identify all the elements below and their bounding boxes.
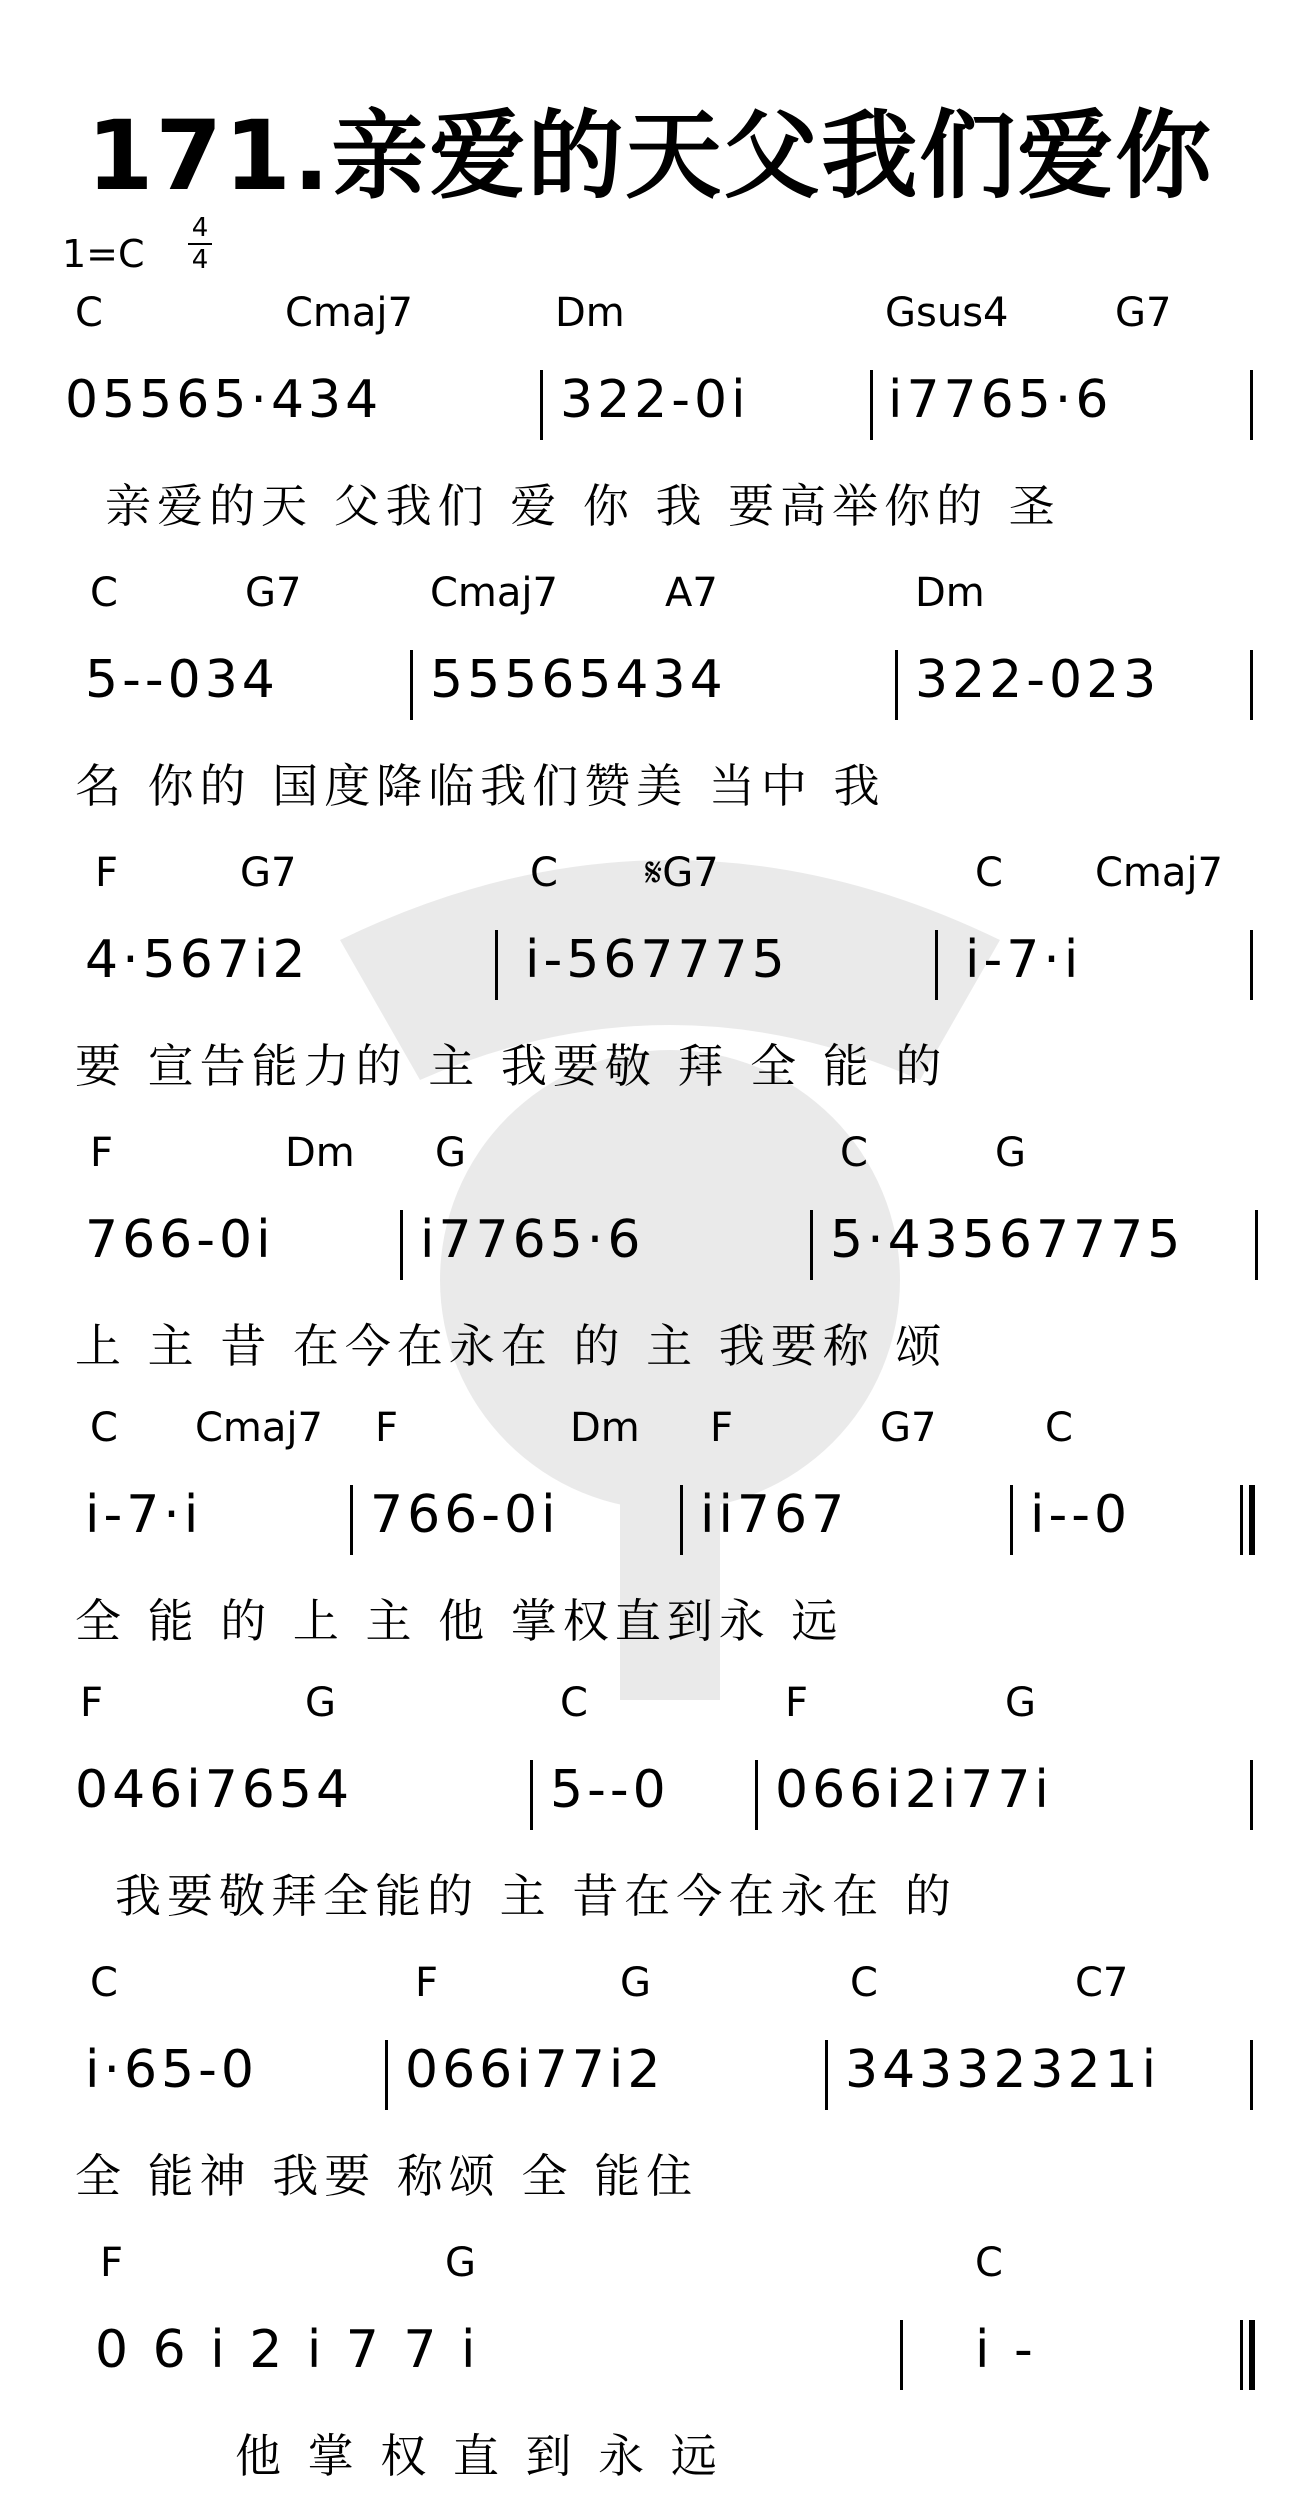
chord: F (90, 1130, 114, 1176)
chord: Gsus4 (885, 290, 1009, 336)
barline (1250, 1760, 1253, 1830)
barline (385, 2040, 388, 2110)
chord: A7 (665, 570, 718, 616)
barline (1250, 650, 1253, 720)
measure-notes: i-7·i (965, 930, 1083, 990)
measure-notes: 4·567i2 (85, 930, 310, 990)
chord: C (560, 1680, 588, 1726)
chord: Cmaj7 (430, 570, 558, 616)
measure-notes: 766-0i (85, 1210, 275, 1270)
barline (755, 1760, 758, 1830)
chord: C7 (1075, 1960, 1129, 2006)
chord: G7 (245, 570, 302, 616)
chord: C (975, 850, 1003, 896)
chord: C (90, 1405, 118, 1451)
barline (410, 650, 413, 720)
chord: Cmaj7 (1095, 850, 1223, 896)
final-barline (1240, 2320, 1253, 2390)
chord: C (90, 570, 118, 616)
measure-notes: i - (975, 2320, 1037, 2380)
chord: F (100, 2240, 124, 2286)
lyric-line: 他 掌 权 直 到 永 远 (235, 2429, 723, 2483)
chord: C (975, 2240, 1003, 2286)
measure-notes: i--0 (1030, 1485, 1132, 1545)
measure-notes: 5--034 (85, 650, 279, 710)
measure-notes: 046i7654 (75, 1760, 354, 1820)
barline (1010, 1485, 1013, 1555)
chord: F (80, 1680, 104, 1726)
chord: C (840, 1130, 868, 1176)
barline (895, 650, 898, 720)
barline (1250, 2040, 1253, 2110)
chord: Dm (570, 1405, 640, 1451)
measure-notes: 322-023 (915, 650, 1161, 710)
barline (935, 930, 938, 1000)
chord: G7 (240, 850, 297, 896)
chord: C (75, 290, 103, 336)
chord: C (1045, 1405, 1073, 1451)
chord: G (995, 1130, 1026, 1176)
barline (1255, 1210, 1258, 1280)
lyric-line: 全 能神 我要 称颂 全 能住 (75, 2149, 699, 2203)
measure-notes: ii767 (700, 1485, 849, 1545)
meter-bottom: 4 (191, 245, 209, 275)
chord: C (90, 1960, 118, 2006)
barline (400, 1210, 403, 1280)
barline (530, 1760, 533, 1830)
barline (350, 1485, 353, 1555)
barline (680, 1485, 683, 1555)
measure-notes: 0 6 i 2 i 7 7 i (95, 2320, 480, 2380)
page-title: 171.亲爱的天父我们爱你 (86, 100, 1214, 212)
barline (1250, 930, 1253, 1000)
lyric-line: 上 主 昔 在今在永在 的 主 我要称 颂 (75, 1319, 948, 1373)
key-signature: 1=C (62, 232, 145, 276)
measure-notes: i-567775 (525, 930, 789, 990)
barline (900, 2320, 903, 2390)
time-signature (188, 214, 212, 274)
lyric-line: 要 宣告能力的 主 我要敬 拜 全 能 的 (75, 1039, 948, 1093)
lyric-line: 全 能 的 上 主 他 掌权直到永 远 (75, 1594, 844, 1648)
chord: C (850, 1960, 878, 2006)
measure-notes: i-7·i (85, 1485, 203, 1545)
barline (1250, 370, 1253, 440)
lyric-line: 名 你的 国度降临我们赞美 当中 我 (75, 759, 886, 813)
chord: F (375, 1405, 399, 1451)
chord: C (530, 850, 558, 896)
measure-notes: 066i2i77i (775, 1760, 1053, 1820)
chord: F (415, 1960, 439, 2006)
lyric-line: 我要敬拜全能的 主 昔在今在永在 的 (115, 1869, 957, 1923)
chord: F (710, 1405, 734, 1451)
chord: Cmaj7 (285, 290, 413, 336)
chord: G7 (1115, 290, 1172, 336)
measure-notes: i7765·6 (420, 1210, 645, 1270)
chord: Cmaj7 (195, 1405, 323, 1451)
chord: G (445, 2240, 476, 2286)
measure-notes: 5--0 (550, 1760, 670, 1820)
measure-notes: i7765·6 (888, 370, 1113, 430)
barline (810, 1210, 813, 1280)
measure-notes: 066i77i2 (405, 2040, 665, 2100)
chord: G (305, 1680, 336, 1726)
chord: Dm (285, 1130, 355, 1176)
measure-notes: 322-0i (560, 370, 750, 430)
measure-notes: 766-0i (370, 1485, 560, 1545)
final-barline (1240, 1485, 1253, 1555)
chord: G7 (880, 1405, 937, 1451)
chord: G (620, 1960, 651, 2006)
chord: Dm (915, 570, 985, 616)
measure-notes: 5·43567775 (830, 1210, 1185, 1270)
barline (540, 370, 543, 440)
meter-top: 4 (191, 213, 209, 243)
chord: 𝄋G7 (645, 850, 719, 896)
chord: G (1005, 1680, 1036, 1726)
chord: Dm (555, 290, 625, 336)
barline (870, 370, 873, 440)
measure-notes: 55565434 (430, 650, 727, 710)
lyric-line: 亲爱的天 父我们 爱 你 我 要高举你的 圣 (105, 479, 1061, 533)
chord: F (785, 1680, 809, 1726)
measure-notes: 05565·434 (65, 370, 383, 430)
chord: F (95, 850, 119, 896)
barline (825, 2040, 828, 2110)
measure-notes: i·65-0 (85, 2040, 258, 2100)
barline (495, 930, 498, 1000)
measure-notes: 34332321i (845, 2040, 1161, 2100)
chord: G (435, 1130, 466, 1176)
